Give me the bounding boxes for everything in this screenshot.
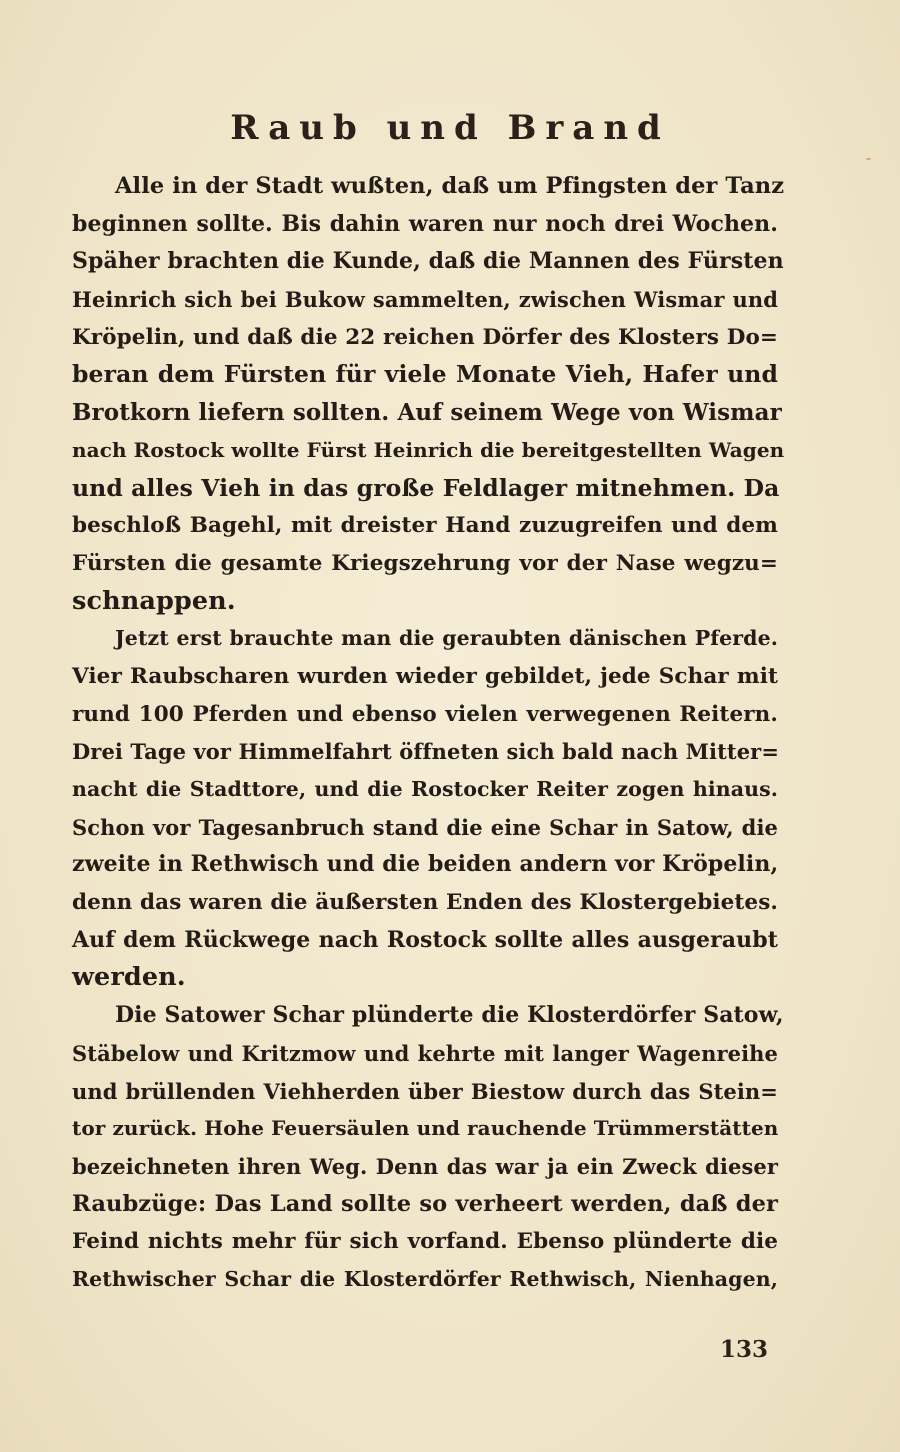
body-text (72, 168, 785, 1299)
text-line: Fürsten die gesamte Kriegszehrung vor der Nase wegzu= (72, 550, 778, 576)
text-line: Brotkorn liefern sollten. Auf seinem Wege von Wismar (72, 399, 782, 427)
text-line: und brüllenden Viehherden über Biestow durch das Stein= (72, 1078, 778, 1104)
text-line: schnappen. (72, 585, 236, 616)
text-line: Schon vor Tagesanbruch stand die eine Schar in Satow, die (72, 814, 778, 840)
text-line: Raubzüge: Das Land sollte so verheert werden, daß der (72, 1190, 778, 1217)
text-line: und alles Vieh in das große Feldlager mitnehmen. Da (72, 473, 780, 502)
text-line: Heinrich sich bei Bukow sammelten, zwischen Wismar und (72, 287, 778, 313)
text-line: Vier Raubscharen wurden wieder gebildet, jede Schar mit (72, 663, 778, 689)
text-line: beran dem Fürsten für viele Monate Vieh, Hafer und (72, 360, 778, 389)
text-line: Stäbelow und Kritzmow und kehrte mit langer Wagenreihe (72, 1040, 778, 1066)
text-line: rund 100 Pferden und ebenso vielen verwegenen Reitern. (72, 701, 778, 727)
ink-speck (866, 158, 871, 160)
text-line: Späher brachten die Kunde, daß die Mannen des Fürsten (72, 248, 784, 275)
text-line: Kröpelin, und daß die 22 reichen Dörfer des Klosters Do= (72, 324, 778, 350)
text-line: werden. (72, 962, 186, 993)
text-line: Die Satower Schar plünderte die Klosterdörfer Satow, (115, 1002, 784, 1029)
chapter-title: Raub und Brand (230, 108, 670, 148)
text-line: Drei Tage vor Himmelfahrt öffneten sich bald nach Mitter= (72, 739, 780, 765)
text-line: Feind nichts mehr für sich vorfand. Ebenso plünderte die (72, 1229, 778, 1255)
text-line: Alle in der Stadt wußten, daß um Pfingsten der Tanz (115, 173, 785, 199)
text-line: zweite in Rethwisch und die beiden andern vor Kröpelin, (72, 851, 779, 878)
page-number: 133 (719, 1336, 768, 1363)
text-line: beginnen sollte. Bis dahin waren nur noch drei Wochen. (72, 210, 778, 237)
text-line: Auf dem Rückwege nach Rostock sollte alles ausgeraubt (72, 926, 778, 953)
text-line: Jetzt erst brauchte man die geraubten dänischen Pferde. (115, 626, 778, 651)
text-line: bezeichneten ihren Weg. Denn das war ja ein Zweck dieser (72, 1153, 778, 1179)
text-line: denn das waren die äußersten Enden des Klostergebietes. (72, 890, 778, 916)
text-line: Rethwischer Schar die Klosterdörfer Rethwisch, Nienhagen, (72, 1266, 778, 1291)
text-line: tor zurück. Hohe Feuersäulen und rauchende Trümmerstätten (72, 1116, 779, 1141)
text-line: nacht die Stadttore, und die Rostocker Reiter zogen hinaus. (72, 777, 778, 801)
text-line: nach Rostock wollte Fürst Heinrich die bereitgestellten Wagen (72, 437, 785, 462)
text-line: beschloß Bagehl, mit dreister Hand zuzugreifen und dem (72, 513, 778, 539)
